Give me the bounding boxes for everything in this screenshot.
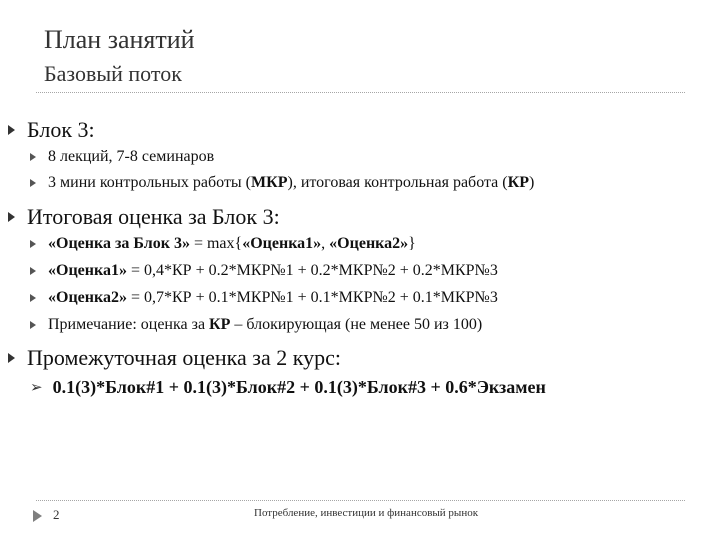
bold-term: «Оценка2» xyxy=(48,289,127,306)
text-run: } xyxy=(408,235,416,252)
text-run: Примечание: оценка за xyxy=(48,316,210,333)
triangle-bullet-icon xyxy=(30,267,36,275)
section-heading-final-grade xyxy=(8,204,280,230)
slide-title: План занятий xyxy=(44,25,195,54)
footer-divider xyxy=(36,500,685,501)
triangle-bullet-icon xyxy=(30,240,36,248)
triangle-bullet-icon xyxy=(30,294,36,302)
section-heading-intermediate-grade xyxy=(8,345,341,371)
list-item xyxy=(30,288,498,308)
text-run: = max{ xyxy=(189,235,243,252)
list-item xyxy=(30,147,214,167)
list-item-text: 0.1(3)*Блок#1 + 0.1(3)*Блок#2 + 0.1(3)*Блок#3 + 0.6*Экзамен xyxy=(52,377,546,397)
page-marker-icon xyxy=(33,510,42,522)
header-divider xyxy=(36,92,685,93)
list-item xyxy=(30,173,534,193)
list-item-text xyxy=(48,234,416,254)
text-run: , xyxy=(321,235,330,252)
list-item-text xyxy=(48,173,534,193)
bold-term: «Оценка1» xyxy=(48,262,127,279)
slide-subtitle: Базовый поток xyxy=(44,61,182,86)
text-run: – блокирующая (не менее 50 из 100) xyxy=(230,316,483,333)
list-item-text xyxy=(48,288,498,308)
page-number: 2 xyxy=(53,507,60,522)
text-run: ) xyxy=(528,174,535,191)
triangle-bullet-icon xyxy=(8,125,15,135)
arrowhead-bullet-icon: ➢ xyxy=(30,378,43,396)
list-item-text xyxy=(48,261,498,281)
text-run: = 0,7*КР + 0.1*МКР№1 + 0.1*МКР№2 + 0.1*МКР№3 xyxy=(126,289,498,306)
bold-term: МКР xyxy=(251,174,288,191)
text-run: 3 мини контрольных работы ( xyxy=(48,174,252,191)
triangle-bullet-icon xyxy=(8,353,15,363)
bold-term: «Оценка за Блок 3» xyxy=(48,235,190,252)
list-item xyxy=(30,377,546,397)
triangle-bullet-icon xyxy=(30,179,36,187)
section-heading-block-3 xyxy=(8,117,95,143)
bold-term: «Оценка1» xyxy=(242,235,322,252)
bold-term: КР xyxy=(209,316,231,333)
list-item-text: 8 лекций, 7-8 семинаров xyxy=(48,148,215,165)
triangle-bullet-icon xyxy=(30,153,36,161)
section-heading-text: Итоговая оценка за Блок 3: xyxy=(27,204,280,229)
section-heading-text: Промежуточная оценка за 2 курс: xyxy=(27,345,341,370)
list-item xyxy=(30,315,482,335)
triangle-bullet-icon xyxy=(8,212,15,222)
text-run: = 0,4*КР + 0.2*МКР№1 + 0.2*МКР№2 + 0.2*МКР№3 xyxy=(126,262,498,279)
triangle-bullet-icon xyxy=(30,321,36,329)
bold-term: «Оценка2» xyxy=(329,235,409,252)
section-heading-text: Блок 3: xyxy=(27,117,95,142)
list-item xyxy=(30,234,416,254)
list-item xyxy=(30,261,498,281)
text-run: ), итоговая контрольная работа ( xyxy=(287,174,508,191)
bold-term: КР xyxy=(507,174,529,191)
footer-text: Потребление, инвестиции и финансовый рынок xyxy=(254,507,479,519)
list-item-text xyxy=(48,315,482,335)
